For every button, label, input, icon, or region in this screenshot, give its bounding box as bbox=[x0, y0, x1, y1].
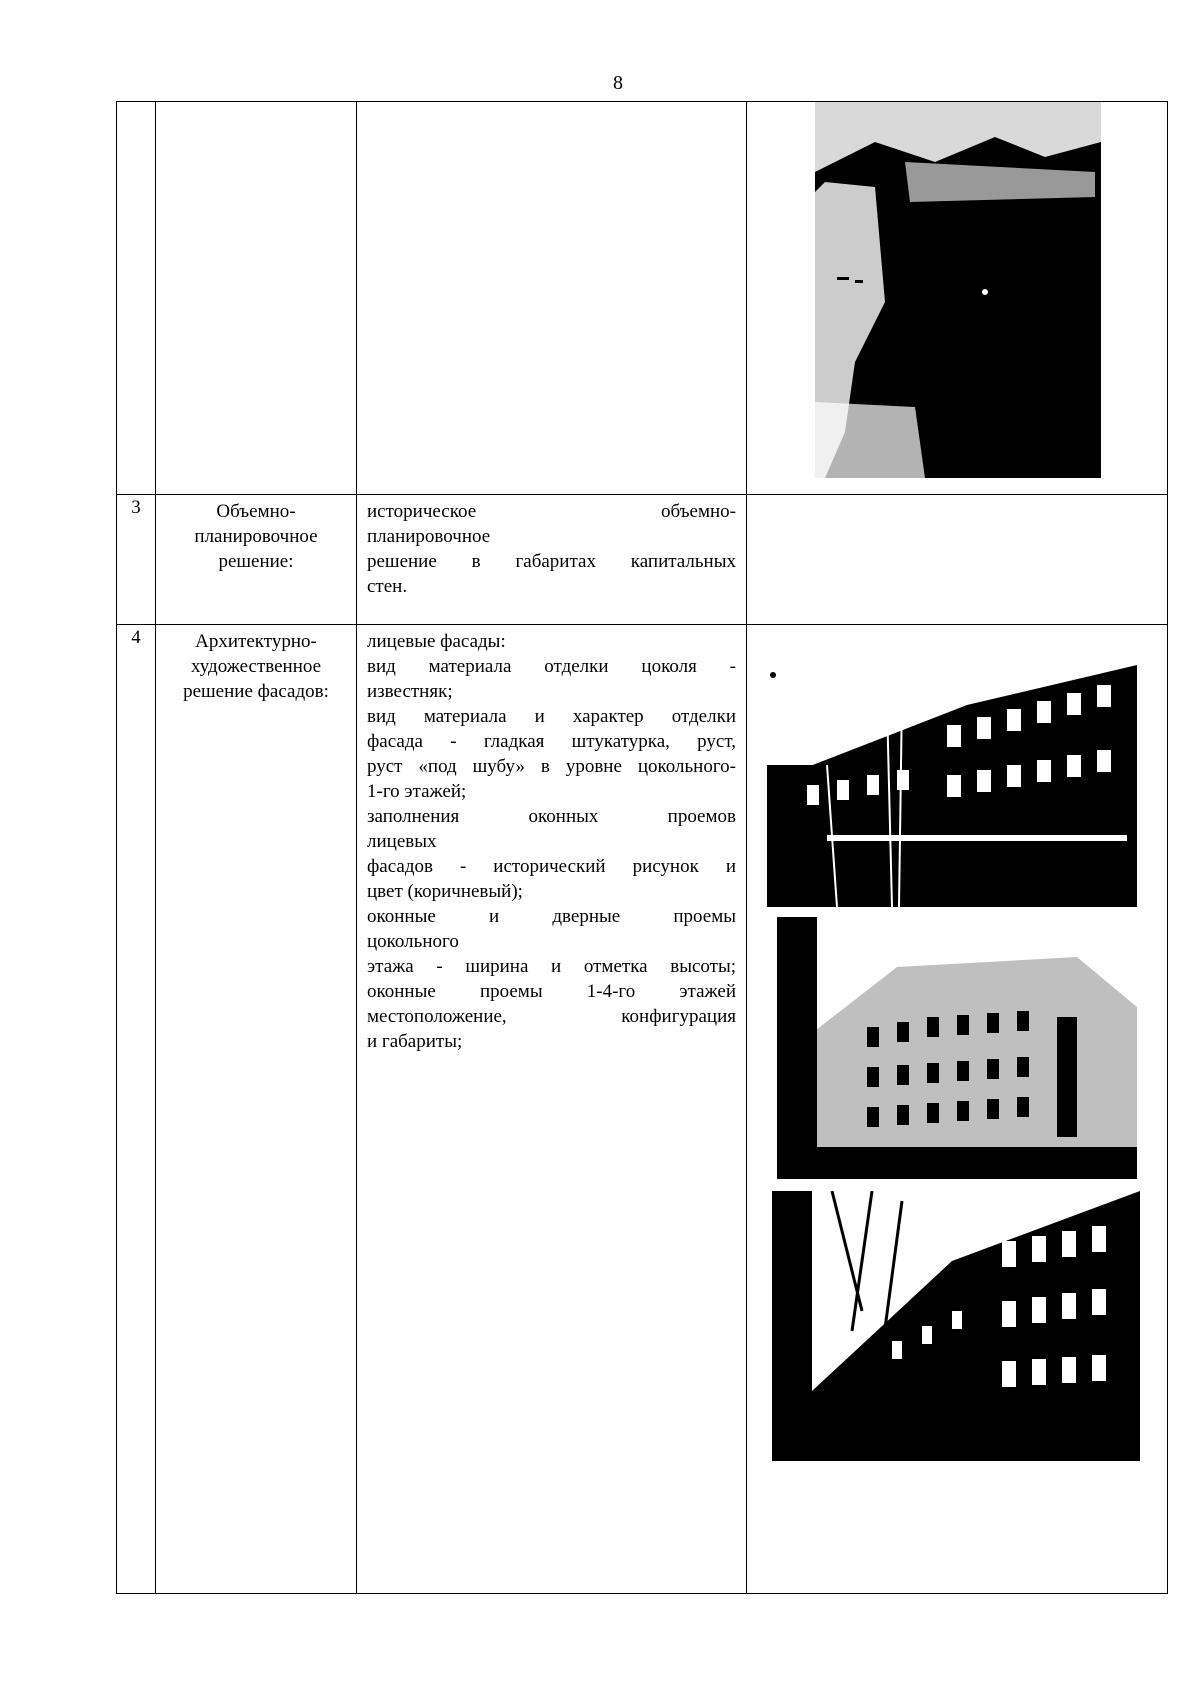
row-name-line: художественное bbox=[190, 656, 322, 677]
row-name-line: Объемно- bbox=[216, 501, 296, 522]
desc-line: лицевые фасады: bbox=[367, 631, 506, 652]
table-row-3 bbox=[117, 495, 1168, 625]
row-desc-cell bbox=[357, 102, 747, 495]
desc-line: заполнения оконных проемов bbox=[367, 806, 736, 827]
desc-line: цвет (коричневый); bbox=[367, 881, 523, 902]
row-desc-cell bbox=[357, 495, 747, 625]
desc-line: и габариты; bbox=[367, 1031, 463, 1052]
desc-line: историческое объемно- bbox=[367, 501, 736, 522]
facade-photo-2 bbox=[777, 917, 1137, 1179]
row-number: 4 bbox=[131, 627, 141, 648]
desc-line: оконные проемы 1-4-го этажей bbox=[367, 981, 736, 1002]
desc-line: решение в габаритах капитальных bbox=[367, 551, 736, 572]
row-name-line: Архитектурно- bbox=[195, 631, 317, 652]
row-description bbox=[357, 495, 746, 599]
desc-line: оконные и дверные проемы bbox=[367, 906, 736, 927]
desc-line: местоположение, конфигурация bbox=[367, 1006, 736, 1027]
desc-line: вид материала отделки цоколя - bbox=[367, 656, 736, 677]
row-number: 3 bbox=[131, 497, 141, 518]
desc-line: известняк; bbox=[367, 681, 453, 702]
desc-line: фасада - гладкая штукатурка, руст, bbox=[367, 731, 736, 752]
desc-line: 1-го этажей; bbox=[367, 781, 467, 802]
row-desc-cell bbox=[357, 625, 747, 1594]
row-name bbox=[156, 625, 356, 704]
desc-line: стен. bbox=[367, 576, 408, 597]
row-name-cell bbox=[156, 495, 357, 625]
row-name-cell bbox=[156, 102, 357, 495]
table-row-4 bbox=[117, 625, 1168, 1594]
interior-photo bbox=[815, 102, 1101, 478]
desc-line: планировочное bbox=[367, 526, 491, 547]
facade-photo-3 bbox=[772, 1191, 1140, 1461]
desc-line: цокольного bbox=[367, 931, 459, 952]
table-row-continuation bbox=[117, 102, 1168, 495]
desc-line: руст «под шубу» в уровне цокольного- bbox=[367, 756, 736, 777]
desc-line: этажа - ширина и отметка высоты; bbox=[367, 956, 736, 977]
row-number-cell bbox=[117, 625, 156, 1594]
row-name bbox=[156, 495, 356, 574]
desc-line: вид материала и характер отделки bbox=[367, 706, 736, 727]
row-number-cell bbox=[117, 495, 156, 625]
desc-line: фасадов - исторический рисунок и bbox=[367, 856, 736, 877]
row-name-line: планировочное bbox=[194, 526, 318, 547]
row-photo-cell bbox=[747, 625, 1168, 1594]
row-name-line: решение: bbox=[218, 551, 294, 572]
desc-line: лицевых bbox=[367, 831, 437, 852]
page-number: 8 bbox=[613, 72, 623, 94]
spec-table bbox=[116, 101, 1168, 1594]
row-name-line: решение фасадов: bbox=[183, 681, 329, 702]
row-photo-cell bbox=[747, 495, 1168, 625]
row-number-cell bbox=[117, 102, 156, 495]
row-name-cell bbox=[156, 625, 357, 1594]
facade-photo-1 bbox=[767, 645, 1137, 907]
row-photo-cell bbox=[747, 102, 1168, 495]
row-description bbox=[357, 625, 746, 1054]
